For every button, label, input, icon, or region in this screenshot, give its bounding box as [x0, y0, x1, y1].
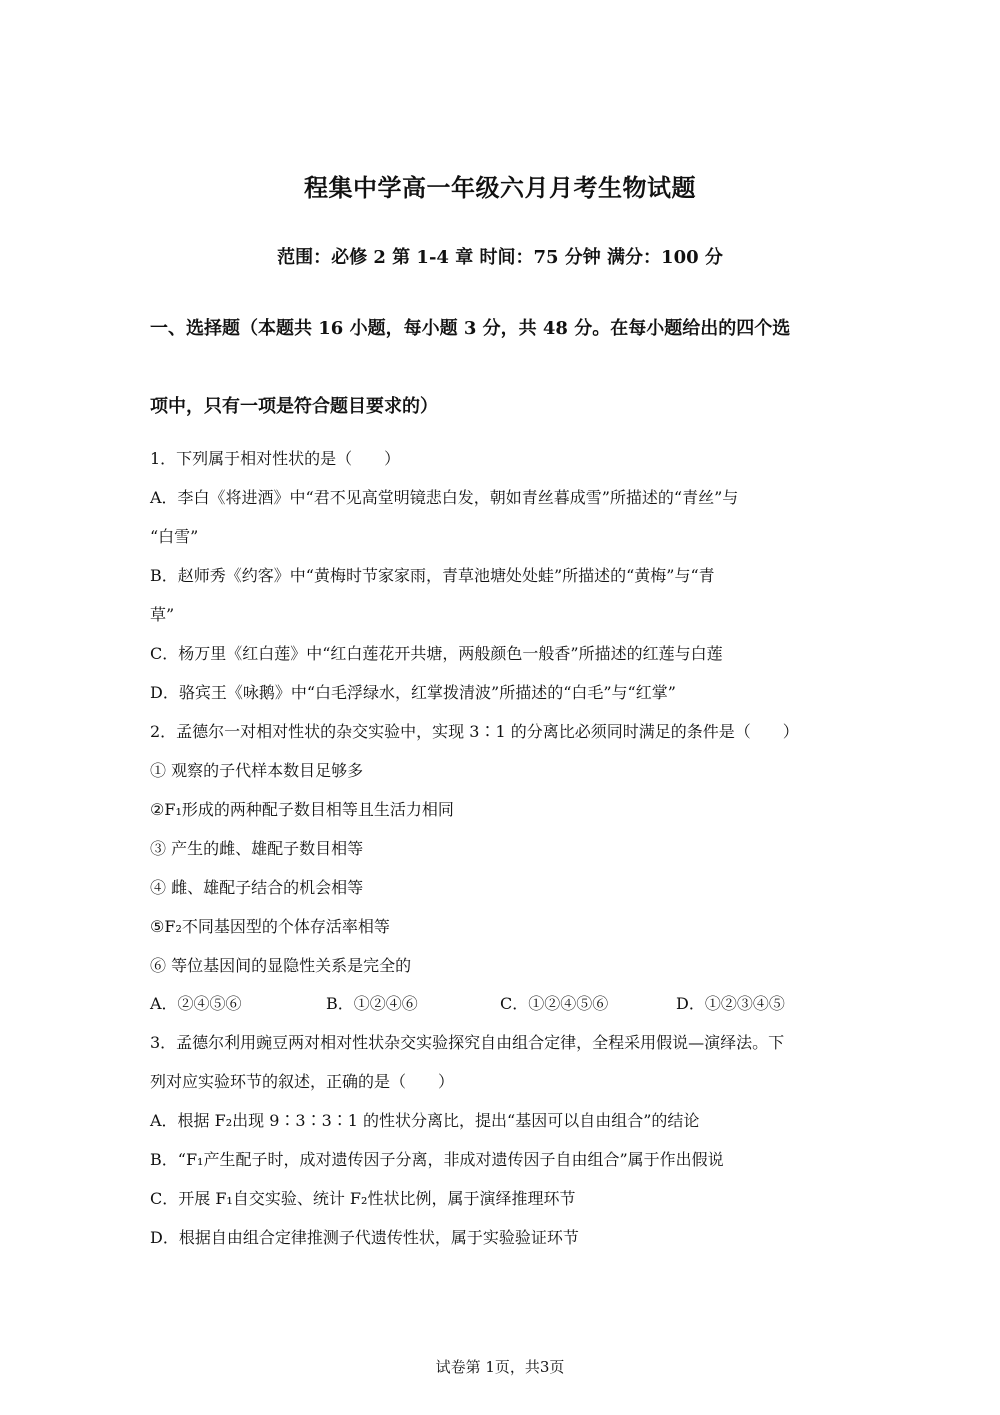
question-3-option-a: A．根据 F₂出现 9∶3∶3∶1 的性状分离比，提出“基因可以自由组合”的结论 — [150, 1111, 700, 1130]
section-heading-line-2: 项中，只有一项是符合题目要求的） — [150, 396, 438, 417]
question-2-option-b: B．①②④⑥ — [326, 994, 418, 1013]
question-2-condition-2: ②F₁形成的两种配子数目相等且生活力相同 — [150, 800, 454, 819]
exam-info: 范围：必修 2 第 1-4 章 时间：75 分钟 满分：100 分 — [277, 247, 723, 268]
question-1-option-b: B．赵师秀《约客》中“黄梅时节家家雨，青草池塘处处蛙”所描述的“黄梅”与“青 — [150, 566, 715, 585]
question-3-stem-cont: 列对应实验环节的叙述，正确的是（ ） — [150, 1072, 455, 1091]
question-1-option-b-cont: 草” — [150, 605, 175, 624]
question-2-condition-4: ④ 雌、雄配子结合的机会相等 — [150, 878, 364, 897]
section-heading-line-1: 一、选择题（本题共 16 小题，每小题 3 分，共 48 分。在每小题给出的四个选 — [150, 318, 791, 339]
question-2-condition-5: ⑤F₂不同基因型的个体存活率相等 — [150, 917, 390, 936]
question-1-option-a-cont: “白雪” — [150, 527, 199, 546]
question-2-option-a: A．②④⑤⑥ — [150, 994, 242, 1013]
question-1-stem: 1．下列属于相对性状的是（ ） — [150, 449, 401, 468]
page-footer: 试卷第 1页，共3页 — [435, 1358, 565, 1376]
question-2-condition-3: ③ 产生的雌、雄配子数目相等 — [150, 839, 364, 858]
question-3-option-b: B．“F₁产生配子时，成对遗传因子分离，非成对遗传因子自由组合”属于作出假说 — [150, 1150, 724, 1169]
question-2-option-d: D．①②③④⑤ — [676, 994, 785, 1013]
question-2-stem: 2．孟德尔一对相对性状的杂交实验中，实现 3∶1 的分离比必须同时满足的条件是（ ） — [150, 722, 799, 741]
question-2-condition-1: ① 观察的子代样本数目足够多 — [150, 761, 364, 780]
question-1-option-c: C．杨万里《红白莲》中“红白莲花开共塘，两般颜色一般香”所描述的红莲与白莲 — [150, 644, 723, 663]
question-1-option-a: A．李白《将进酒》中“君不见高堂明镜悲白发，朝如青丝暮成雪”所描述的“青丝”与 — [150, 488, 739, 507]
question-3-option-c: C．开展 F₁自交实验、统计 F₂性状比例，属于演绎推理环节 — [150, 1189, 576, 1208]
question-3-stem: 3．孟德尔利用豌豆两对相对性状杂交实验探究自由组合定律，全程采用假说—演绎法。下 — [150, 1033, 785, 1052]
question-2-options — [150, 991, 850, 1015]
question-2-condition-6: ⑥ 等位基因间的显隐性关系是完全的 — [150, 956, 412, 975]
question-1-option-d: D．骆宾王《咏鹅》中“白毛浮绿水，红掌拨清波”所描述的“白毛”与“红掌” — [150, 683, 676, 702]
question-2-option-c: C．①②④⑤⑥ — [500, 994, 609, 1013]
exam-title: 程集中学高一年级六月月考生物试题 — [304, 173, 696, 202]
question-3-option-d: D．根据自由组合定律推测子代遗传性状，属于实验验证环节 — [150, 1228, 579, 1247]
